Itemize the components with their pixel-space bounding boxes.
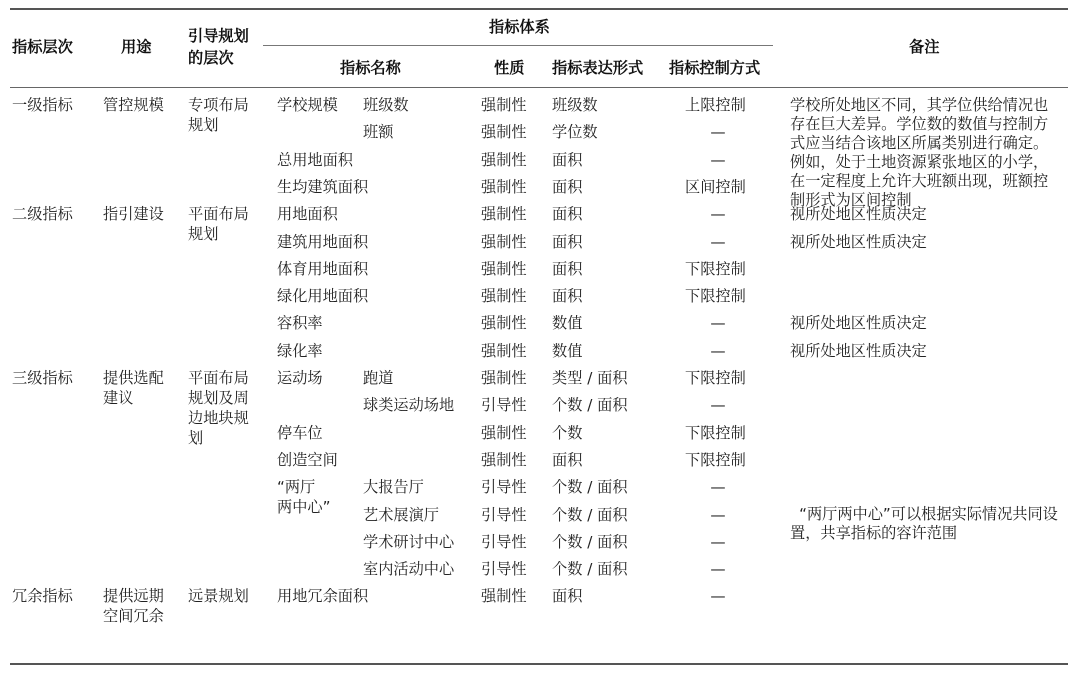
cell-index-name: 体育用地面积 [277,259,369,278]
cell-control: — [710,478,726,497]
cell-plan: 规划及周 [188,389,249,407]
cell-index-name: 运动场 [277,369,323,387]
cell-expression: 个数 / 面积 [552,560,628,579]
cell-sub-index-name: 班额 [363,123,394,142]
cell-level: 三级指标 [12,369,73,387]
cell-index-name: 两中心” [277,498,331,517]
cell-control: 下限控制 [685,287,746,306]
table-top-rule [10,8,1068,10]
cell-plan: 平面布局 [188,369,249,387]
cell-plan: 专项布局 [188,96,249,114]
cell-control: — [710,532,726,551]
cell-purpose: 提供远期 [103,587,164,606]
cell-control: — [710,232,726,251]
cell-nature: 强制性 [481,369,527,387]
cell-expression: 类型 / 面积 [552,369,628,387]
cell-nature: 强制性 [481,341,527,360]
cell-remark: 视所处地区性质决定 [790,314,927,333]
cell-nature: 强制性 [481,123,527,142]
cell-expression: 个数 / 面积 [552,532,628,551]
header-plan-level-line1: 引导规划 [188,27,249,45]
cell-index-name: 学校规模 [277,96,338,114]
cell-expression: 个数 / 面积 [552,478,628,497]
cell-control: — [710,205,726,224]
cell-control: — [710,505,726,524]
cell-index-name: 创造空间 [277,450,338,469]
cell-nature: 强制性 [481,423,527,442]
cell-plan: 规划 [188,225,219,244]
cell-sub-index-name: 艺术展演厅 [363,505,439,524]
cell-index-name: “两厅 [277,478,316,497]
cell-expression: 面积 [552,259,583,278]
cell-control: — [710,123,726,142]
header-plan-level-line2: 的层次 [188,49,234,67]
cell-remark: 视所处地区性质决定 [790,341,927,360]
cell-control: 上限控制 [685,96,746,114]
cell-level: 二级指标 [12,205,73,224]
cell-sub-index-name: 班级数 [363,96,409,114]
cell-control: — [710,150,726,169]
cell-sub-index-name: 学术研讨中心 [363,532,455,551]
cell-level: 一级指标 [12,96,73,114]
cell-nature: 引导性 [481,560,527,579]
cell-control: 下限控制 [685,369,746,387]
cell-expression: 个数 / 面积 [552,505,628,524]
header-control: 指标控制方式 [669,59,761,77]
cell-control: — [710,396,726,415]
cell-expression: 个数 / 面积 [552,396,628,415]
cell-control: 下限控制 [685,450,746,469]
cell-remark: 视所处地区性质决定 [790,205,927,224]
cell-expression: 面积 [552,177,583,196]
header-expression: 指标表达形式 [552,59,644,77]
cell-purpose: 管控规模 [103,96,164,114]
header-system: 指标体系 [489,18,550,36]
cell-expression: 面积 [552,150,583,169]
header-level: 指标层次 [12,38,73,56]
cell-nature: 强制性 [481,587,527,606]
cell-level: 冗余指标 [12,587,73,606]
cell-sub-index-name: 跑道 [363,369,394,387]
cell-nature: 强制性 [481,177,527,196]
cell-nature: 强制性 [481,96,527,114]
header-index-name: 指标名称 [340,59,401,77]
cell-control: — [710,560,726,579]
cell-index-name: 建筑用地面积 [277,232,369,251]
cell-sub-index-name: 大报告厅 [363,478,424,497]
cell-nature: 强制性 [481,259,527,278]
cell-remark: 视所处地区性质决定 [790,232,927,251]
cell-index-name: 绿化率 [277,341,323,360]
cell-plan: 平面布局 [188,205,249,224]
cell-nature: 强制性 [481,450,527,469]
cell-index-name: 容积率 [277,314,323,333]
cell-index-name: 用地冗余面积 [277,587,369,606]
cell-nature: 强制性 [481,205,527,224]
header-bottom-rule [10,87,1068,88]
cell-plan: 规划 [188,116,219,134]
cell-control: — [710,587,726,606]
cell-expression: 数值 [552,341,583,360]
cell-index-name: 停车位 [277,423,323,442]
cell-purpose: 指引建设 [103,205,164,224]
cell-plan: 远景规划 [188,587,249,606]
cell-index-name: 绿化用地面积 [277,287,369,306]
cell-expression: 班级数 [552,96,598,114]
cell-purpose: 提供选配 [103,369,164,387]
cell-expression: 面积 [552,587,583,606]
cell-nature: 强制性 [481,150,527,169]
cell-expression: 面积 [552,205,583,224]
cell-index-name: 生均建筑面积 [277,177,369,196]
cell-nature: 强制性 [481,314,527,333]
system-sub-rule [263,45,773,46]
cell-expression: 个数 [552,423,583,442]
cell-purpose: 建议 [103,389,134,407]
header-nature: 性质 [494,59,525,77]
cell-nature: 强制性 [481,232,527,251]
cell-expression: 面积 [552,232,583,251]
cell-nature: 引导性 [481,532,527,551]
cell-control: — [710,341,726,360]
cell-nature: 引导性 [481,505,527,524]
table-bottom-rule [10,663,1068,665]
cell-plan: 边地块规 [188,409,249,427]
header-remark: 备注 [909,38,940,56]
cell-control: 下限控制 [685,423,746,442]
cell-expression: 学位数 [552,123,598,142]
remark-two-halls: “两厅两中心”可以根据实际情况共同设置，共享指标的容许范围 [790,505,1058,542]
cell-purpose: 空间冗余 [103,607,164,626]
cell-control: — [710,314,726,333]
cell-expression: 面积 [552,450,583,469]
cell-expression: 数值 [552,314,583,333]
cell-nature: 强制性 [481,287,527,306]
cell-plan: 划 [188,429,204,447]
cell-nature: 引导性 [481,396,527,415]
cell-nature: 引导性 [481,478,527,497]
cell-control: 区间控制 [685,177,746,196]
header-purpose: 用途 [121,38,152,56]
remark-first-level: 学校所处地区不同，其学位供给情况也存在巨大差异。学位数的数值与控制方式应当结合该地区所属类别进行确定。例如，处于土地资源紧张地区的小学，在一定程度上允许大班额出现，班额控制形式为区间控制 [790,96,1049,209]
cell-expression: 面积 [552,287,583,306]
cell-index-name: 用地面积 [277,205,338,224]
cell-control: 下限控制 [685,259,746,278]
cell-index-name: 总用地面积 [277,150,353,169]
cell-sub-index-name: 球类运动场地 [363,396,455,415]
cell-sub-index-name: 室内活动中心 [363,560,455,579]
